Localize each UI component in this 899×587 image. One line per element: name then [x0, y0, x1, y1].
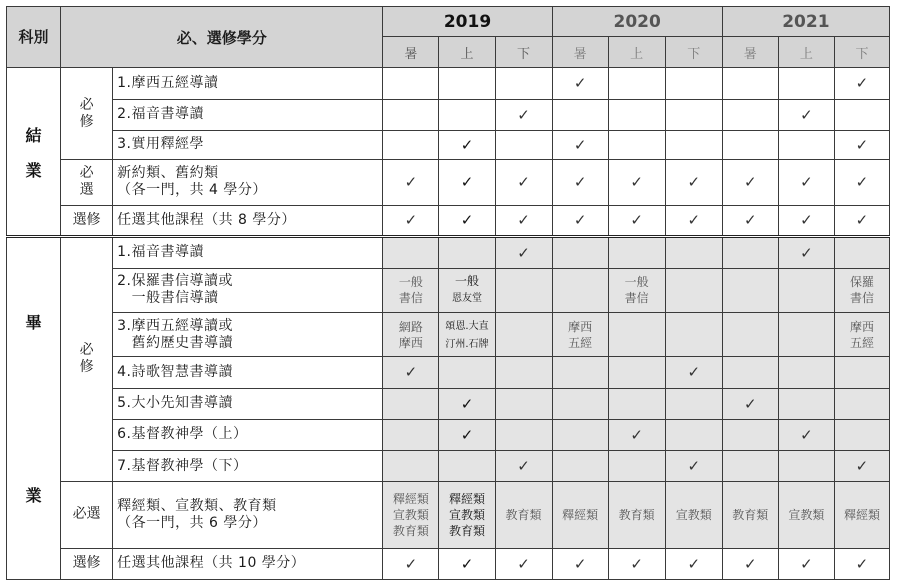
category-char: 結	[25, 125, 42, 145]
checkmark-icon: ✓	[495, 236, 552, 268]
biye-row-7	[7, 450, 890, 481]
jieye-row-3	[7, 130, 890, 159]
note-line: 書信	[398, 291, 423, 306]
empty-cell	[552, 388, 608, 419]
empty-cell	[552, 357, 608, 388]
schedule-note	[383, 269, 439, 313]
note-line: 宣教類	[392, 507, 429, 522]
course-line: 釋經類、宣教類、教育類	[117, 497, 277, 514]
checkmark-icon: ✓	[834, 68, 889, 99]
term-spring-2019: 下	[495, 37, 552, 68]
empty-cell	[495, 269, 552, 313]
checkmark-icon: ✓	[778, 159, 834, 205]
empty-cell	[722, 269, 778, 313]
empty-cell	[439, 357, 495, 388]
biye-row-1	[7, 236, 890, 268]
note-line: 教育類	[505, 507, 542, 522]
note-line: 摩西	[398, 335, 423, 350]
type-char: 修	[79, 359, 94, 376]
empty-cell	[722, 450, 778, 481]
term-summer-2021: 暑	[722, 37, 778, 68]
empty-cell	[383, 388, 439, 419]
empty-cell	[552, 99, 608, 130]
checkmark-icon: ✓	[778, 99, 834, 130]
empty-cell	[778, 130, 834, 159]
note-line: 一般	[398, 275, 423, 290]
schedule-note	[495, 482, 552, 549]
checkmark-icon: ✓	[778, 548, 834, 579]
empty-cell	[778, 450, 834, 481]
checkmark-icon: ✓	[495, 99, 552, 130]
empty-cell	[495, 312, 552, 357]
checkmark-icon: ✓	[552, 159, 608, 205]
checkmark-icon: ✓	[722, 388, 778, 419]
schedule-note	[439, 269, 495, 313]
checkmark-icon: ✓	[383, 357, 439, 388]
empty-cell	[834, 388, 889, 419]
checkmark-icon: ✓	[722, 548, 778, 579]
course-name: 2.福音書導讀	[113, 99, 383, 130]
note-line: 釋經類	[392, 491, 429, 506]
course-name: 3.實用釋經學	[113, 130, 383, 159]
biye-row-4	[7, 357, 890, 388]
checkmark-icon: ✓	[665, 159, 722, 205]
course-schedule-table	[6, 6, 890, 580]
empty-cell	[665, 312, 722, 357]
checkmark-icon: ✓	[439, 548, 495, 579]
biye-row-5	[7, 388, 890, 419]
empty-cell	[495, 68, 552, 99]
checkmark-icon: ✓	[608, 419, 665, 450]
header-row-years	[7, 7, 890, 37]
schedule-note	[552, 482, 608, 549]
empty-cell	[722, 419, 778, 450]
note-line: 五經	[568, 335, 593, 350]
term-summer-2020: 暑	[552, 37, 608, 68]
biye-row-9	[7, 548, 890, 579]
schedule-note	[383, 482, 439, 549]
empty-cell	[778, 357, 834, 388]
empty-cell	[439, 236, 495, 268]
category-char: 業	[25, 160, 42, 180]
note-line: 汀州.石牌	[445, 338, 489, 350]
note-line: 網路	[398, 319, 423, 334]
empty-cell	[552, 450, 608, 481]
checkmark-icon: ✓	[552, 68, 608, 99]
empty-cell	[383, 450, 439, 481]
empty-cell	[665, 68, 722, 99]
category-char: 畢	[25, 313, 42, 333]
schedule-note	[722, 482, 778, 549]
course-name: 1.福音書導讀	[113, 236, 383, 268]
type-elective-req-biye: 必選	[61, 482, 113, 549]
empty-cell	[608, 450, 665, 481]
course-name	[113, 312, 383, 357]
empty-cell	[722, 357, 778, 388]
checkmark-icon: ✓	[439, 159, 495, 205]
type-char: 必	[79, 165, 94, 182]
course-name: 5.大小先知書導讀	[113, 388, 383, 419]
checkmark-icon: ✓	[834, 159, 889, 205]
term-fall-2021: 上	[778, 37, 834, 68]
empty-cell	[439, 68, 495, 99]
empty-cell	[383, 236, 439, 268]
empty-cell	[778, 269, 834, 313]
empty-cell	[552, 236, 608, 268]
checkmark-icon: ✓	[495, 159, 552, 205]
course-name: 任選其他課程（共 8 學分）	[113, 205, 383, 236]
note-line: 書信	[849, 291, 874, 306]
course-name: 6.基督教神學（上）	[113, 419, 383, 450]
checkmark-icon: ✓	[722, 205, 778, 236]
checkmark-icon: ✓	[439, 205, 495, 236]
category-biye	[7, 236, 61, 579]
empty-cell	[552, 269, 608, 313]
checkmark-icon: ✓	[552, 130, 608, 159]
empty-cell	[665, 99, 722, 130]
course-name: 任選其他課程（共 10 學分）	[113, 548, 383, 579]
note-line: 一般	[454, 274, 479, 289]
biye-row-8	[7, 482, 890, 549]
empty-cell	[439, 450, 495, 481]
checkmark-icon: ✓	[439, 419, 495, 450]
checkmark-icon: ✓	[778, 205, 834, 236]
biye-row-3	[7, 312, 890, 357]
course-line: （各一門，共 6 學分）	[117, 514, 267, 531]
checkmark-icon: ✓	[665, 450, 722, 481]
course-line: 2.保羅書信導讀或	[117, 273, 233, 290]
schedule-note	[778, 482, 834, 549]
empty-cell	[495, 357, 552, 388]
checkmark-icon: ✓	[778, 236, 834, 268]
empty-cell	[439, 99, 495, 130]
header-title: 必、選修學分	[61, 7, 383, 68]
schedule-note	[439, 482, 495, 549]
empty-cell	[608, 357, 665, 388]
empty-cell	[665, 269, 722, 313]
checkmark-icon: ✓	[608, 548, 665, 579]
type-char: 修	[79, 113, 94, 130]
checkmark-icon: ✓	[552, 548, 608, 579]
note-line: 摩西	[568, 319, 593, 334]
note-line: 教育類	[732, 507, 769, 522]
checkmark-icon: ✓	[722, 159, 778, 205]
type-compulsory-biye	[61, 236, 113, 481]
type-elective-req-jieye	[61, 159, 113, 205]
note-line: 五經	[849, 335, 874, 350]
empty-cell	[608, 130, 665, 159]
schedule-note	[834, 269, 889, 313]
year-2020: 2020	[552, 7, 722, 37]
empty-cell	[383, 99, 439, 130]
schedule-note	[552, 312, 608, 357]
course-name: 1.摩西五經導讀	[113, 68, 383, 99]
note-line: 宣教類	[448, 507, 485, 522]
course-name	[113, 269, 383, 313]
checkmark-icon: ✓	[495, 205, 552, 236]
checkmark-icon: ✓	[608, 205, 665, 236]
checkmark-icon: ✓	[665, 548, 722, 579]
schedule-note	[608, 482, 665, 549]
empty-cell	[665, 236, 722, 268]
checkmark-icon: ✓	[552, 205, 608, 236]
checkmark-icon: ✓	[495, 548, 552, 579]
checkmark-icon: ✓	[834, 450, 889, 481]
checkmark-icon: ✓	[834, 548, 889, 579]
type-optional-jieye: 選修	[61, 205, 113, 236]
jieye-row-2	[7, 99, 890, 130]
checkmark-icon: ✓	[608, 159, 665, 205]
category-jieye	[7, 68, 61, 236]
empty-cell	[722, 312, 778, 357]
empty-cell	[665, 388, 722, 419]
schedule-note	[608, 269, 665, 313]
course-line: （各一門，共 4 學分）	[117, 182, 267, 199]
checkmark-icon: ✓	[834, 205, 889, 236]
schedule-note	[383, 312, 439, 357]
empty-cell	[608, 312, 665, 357]
empty-cell	[495, 130, 552, 159]
jieye-row-5	[7, 205, 890, 236]
term-fall-2020: 上	[608, 37, 665, 68]
empty-cell	[383, 68, 439, 99]
empty-cell	[722, 236, 778, 268]
course-line: 舊約歷史書導讀	[117, 334, 234, 351]
type-char: 必	[79, 342, 94, 359]
empty-cell	[722, 68, 778, 99]
empty-cell	[495, 388, 552, 419]
note-line: 恩友堂	[452, 293, 482, 305]
empty-cell	[383, 130, 439, 159]
checkmark-icon: ✓	[778, 419, 834, 450]
schedule-note	[834, 312, 889, 357]
note-line: 頌恩.大直	[445, 320, 489, 332]
empty-cell	[495, 419, 552, 450]
empty-cell	[665, 419, 722, 450]
course-name	[113, 159, 383, 205]
note-line: 摩西	[849, 319, 874, 334]
biye-row-6	[7, 419, 890, 450]
biye-row-2	[7, 269, 890, 313]
course-line: 3.摩西五經導讀或	[117, 317, 233, 334]
type-char: 必	[79, 96, 94, 113]
year-2021: 2021	[722, 7, 889, 37]
course-name: 7.基督教神學（下）	[113, 450, 383, 481]
checkmark-icon: ✓	[439, 130, 495, 159]
empty-cell	[608, 99, 665, 130]
course-line: 一般書信導讀	[117, 290, 219, 307]
term-spring-2020: 下	[665, 37, 722, 68]
schedule-note	[439, 312, 495, 357]
checkmark-icon: ✓	[383, 159, 439, 205]
category-char: 業	[25, 486, 42, 506]
note-line: 教育類	[618, 507, 655, 522]
term-spring-2021: 下	[834, 37, 889, 68]
note-line: 書信	[624, 291, 649, 306]
checkmark-icon: ✓	[383, 205, 439, 236]
course-name: 4.詩歌智慧書導讀	[113, 357, 383, 388]
jieye-row-1	[7, 68, 890, 99]
empty-cell	[722, 130, 778, 159]
course-name	[113, 482, 383, 549]
header-category: 科別	[7, 7, 61, 68]
empty-cell	[608, 236, 665, 268]
checkmark-icon: ✓	[383, 548, 439, 579]
note-line: 教育類	[448, 523, 485, 538]
empty-cell	[722, 99, 778, 130]
type-compulsory-jieye	[61, 68, 113, 159]
schedule-note	[665, 482, 722, 549]
empty-cell	[778, 388, 834, 419]
empty-cell	[608, 388, 665, 419]
schedule-note	[834, 482, 889, 549]
note-line: 宣教類	[675, 507, 712, 522]
note-line: 釋經類	[448, 491, 485, 506]
note-line: 釋經類	[843, 507, 880, 522]
type-char: 選	[79, 182, 94, 199]
checkmark-icon: ✓	[439, 388, 495, 419]
empty-cell	[608, 68, 665, 99]
term-fall-2019: 上	[439, 37, 495, 68]
note-line: 教育類	[392, 523, 429, 538]
empty-cell	[552, 419, 608, 450]
note-line: 保羅	[849, 275, 874, 290]
checkmark-icon: ✓	[834, 130, 889, 159]
empty-cell	[665, 130, 722, 159]
empty-cell	[778, 68, 834, 99]
term-summer-2019: 暑	[383, 37, 439, 68]
note-line: 釋經類	[562, 507, 599, 522]
empty-cell	[834, 357, 889, 388]
note-line: 一般	[624, 275, 649, 290]
empty-cell	[778, 312, 834, 357]
checkmark-icon: ✓	[665, 205, 722, 236]
course-line: 新約類、舊約類	[117, 165, 219, 182]
empty-cell	[834, 419, 889, 450]
year-2019: 2019	[383, 7, 552, 37]
checkmark-icon: ✓	[665, 357, 722, 388]
empty-cell	[834, 236, 889, 268]
note-line: 宣教類	[788, 507, 825, 522]
empty-cell	[834, 99, 889, 130]
checkmark-icon: ✓	[495, 450, 552, 481]
empty-cell	[383, 419, 439, 450]
jieye-row-4	[7, 159, 890, 205]
type-optional-biye: 選修	[61, 548, 113, 579]
